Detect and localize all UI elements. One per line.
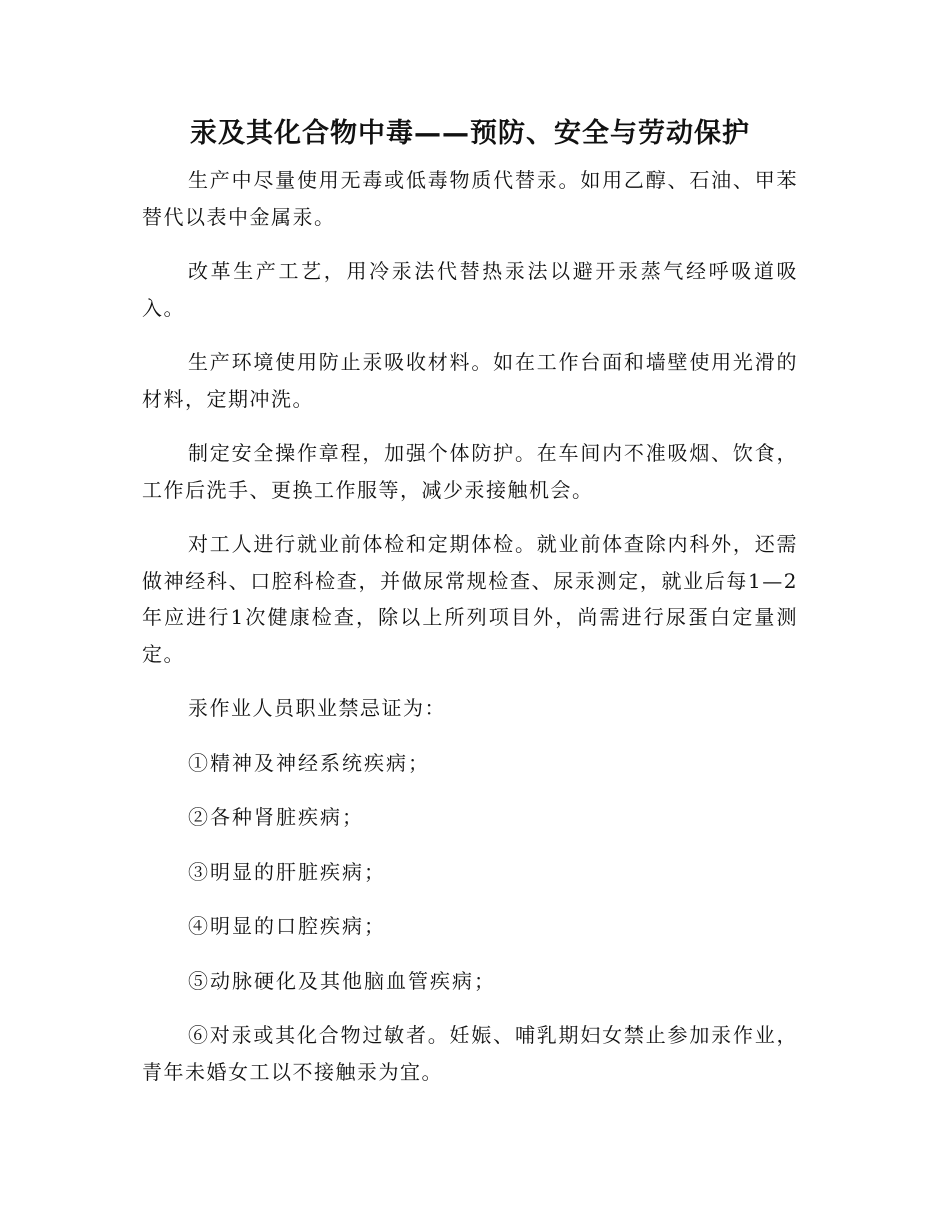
list-item: ⑤动脉硬化及其他脑血管疾病；	[188, 968, 496, 993]
list-item: ⑥对汞或其化合物过敏者。妊娠、哺乳期妇女禁止参加汞作业，青年未婚女工以不接触汞为宜。	[142, 1023, 798, 1084]
paragraph-health-checks: 对工人进行就业前体检和定期体检。就业前体查除内科外，还需做神经科、口腔科检查，并做尿常规检查、尿汞测定，就业后每1—2年应进行1次健康检查，除以上所列项目外，尚需进行尿蛋白定量测定。	[142, 532, 798, 666]
paragraph-process-reform: 改革生产工艺，用冷汞法代替热汞法以避开汞蒸气经呼吸道吸入。	[142, 259, 798, 320]
paragraph-safety-rules: 制定安全操作章程，加强个体防护。在车间内不准吸烟、饮食，工作后洗手、更换工作服等，减少汞接触机会。	[142, 441, 798, 502]
paragraph-substitution: 生产中尽量使用无毒或低毒物质代替汞。如用乙醇、石油、甲苯替代以表中金属汞。	[142, 168, 798, 229]
list-item: ①精神及神经系统疾病；	[188, 750, 430, 775]
list-item: ④明显的口腔疾病；	[188, 914, 386, 938]
document-title: 汞及其化合物中毒——预防、安全与劳动保护	[190, 118, 750, 149]
paragraph-environment: 生产环境使用防止汞吸收材料。如在工作台面和墙壁使用光滑的材料，定期冲洗。	[142, 350, 798, 411]
document-page	[142, 116, 798, 1108]
list-item: ②各种肾脏疾病；	[188, 805, 364, 829]
paragraph-contraindications-intro: 汞作业人员职业禁忌证为：	[188, 696, 446, 720]
list-item: ③明显的肝脏疾病；	[188, 859, 386, 884]
